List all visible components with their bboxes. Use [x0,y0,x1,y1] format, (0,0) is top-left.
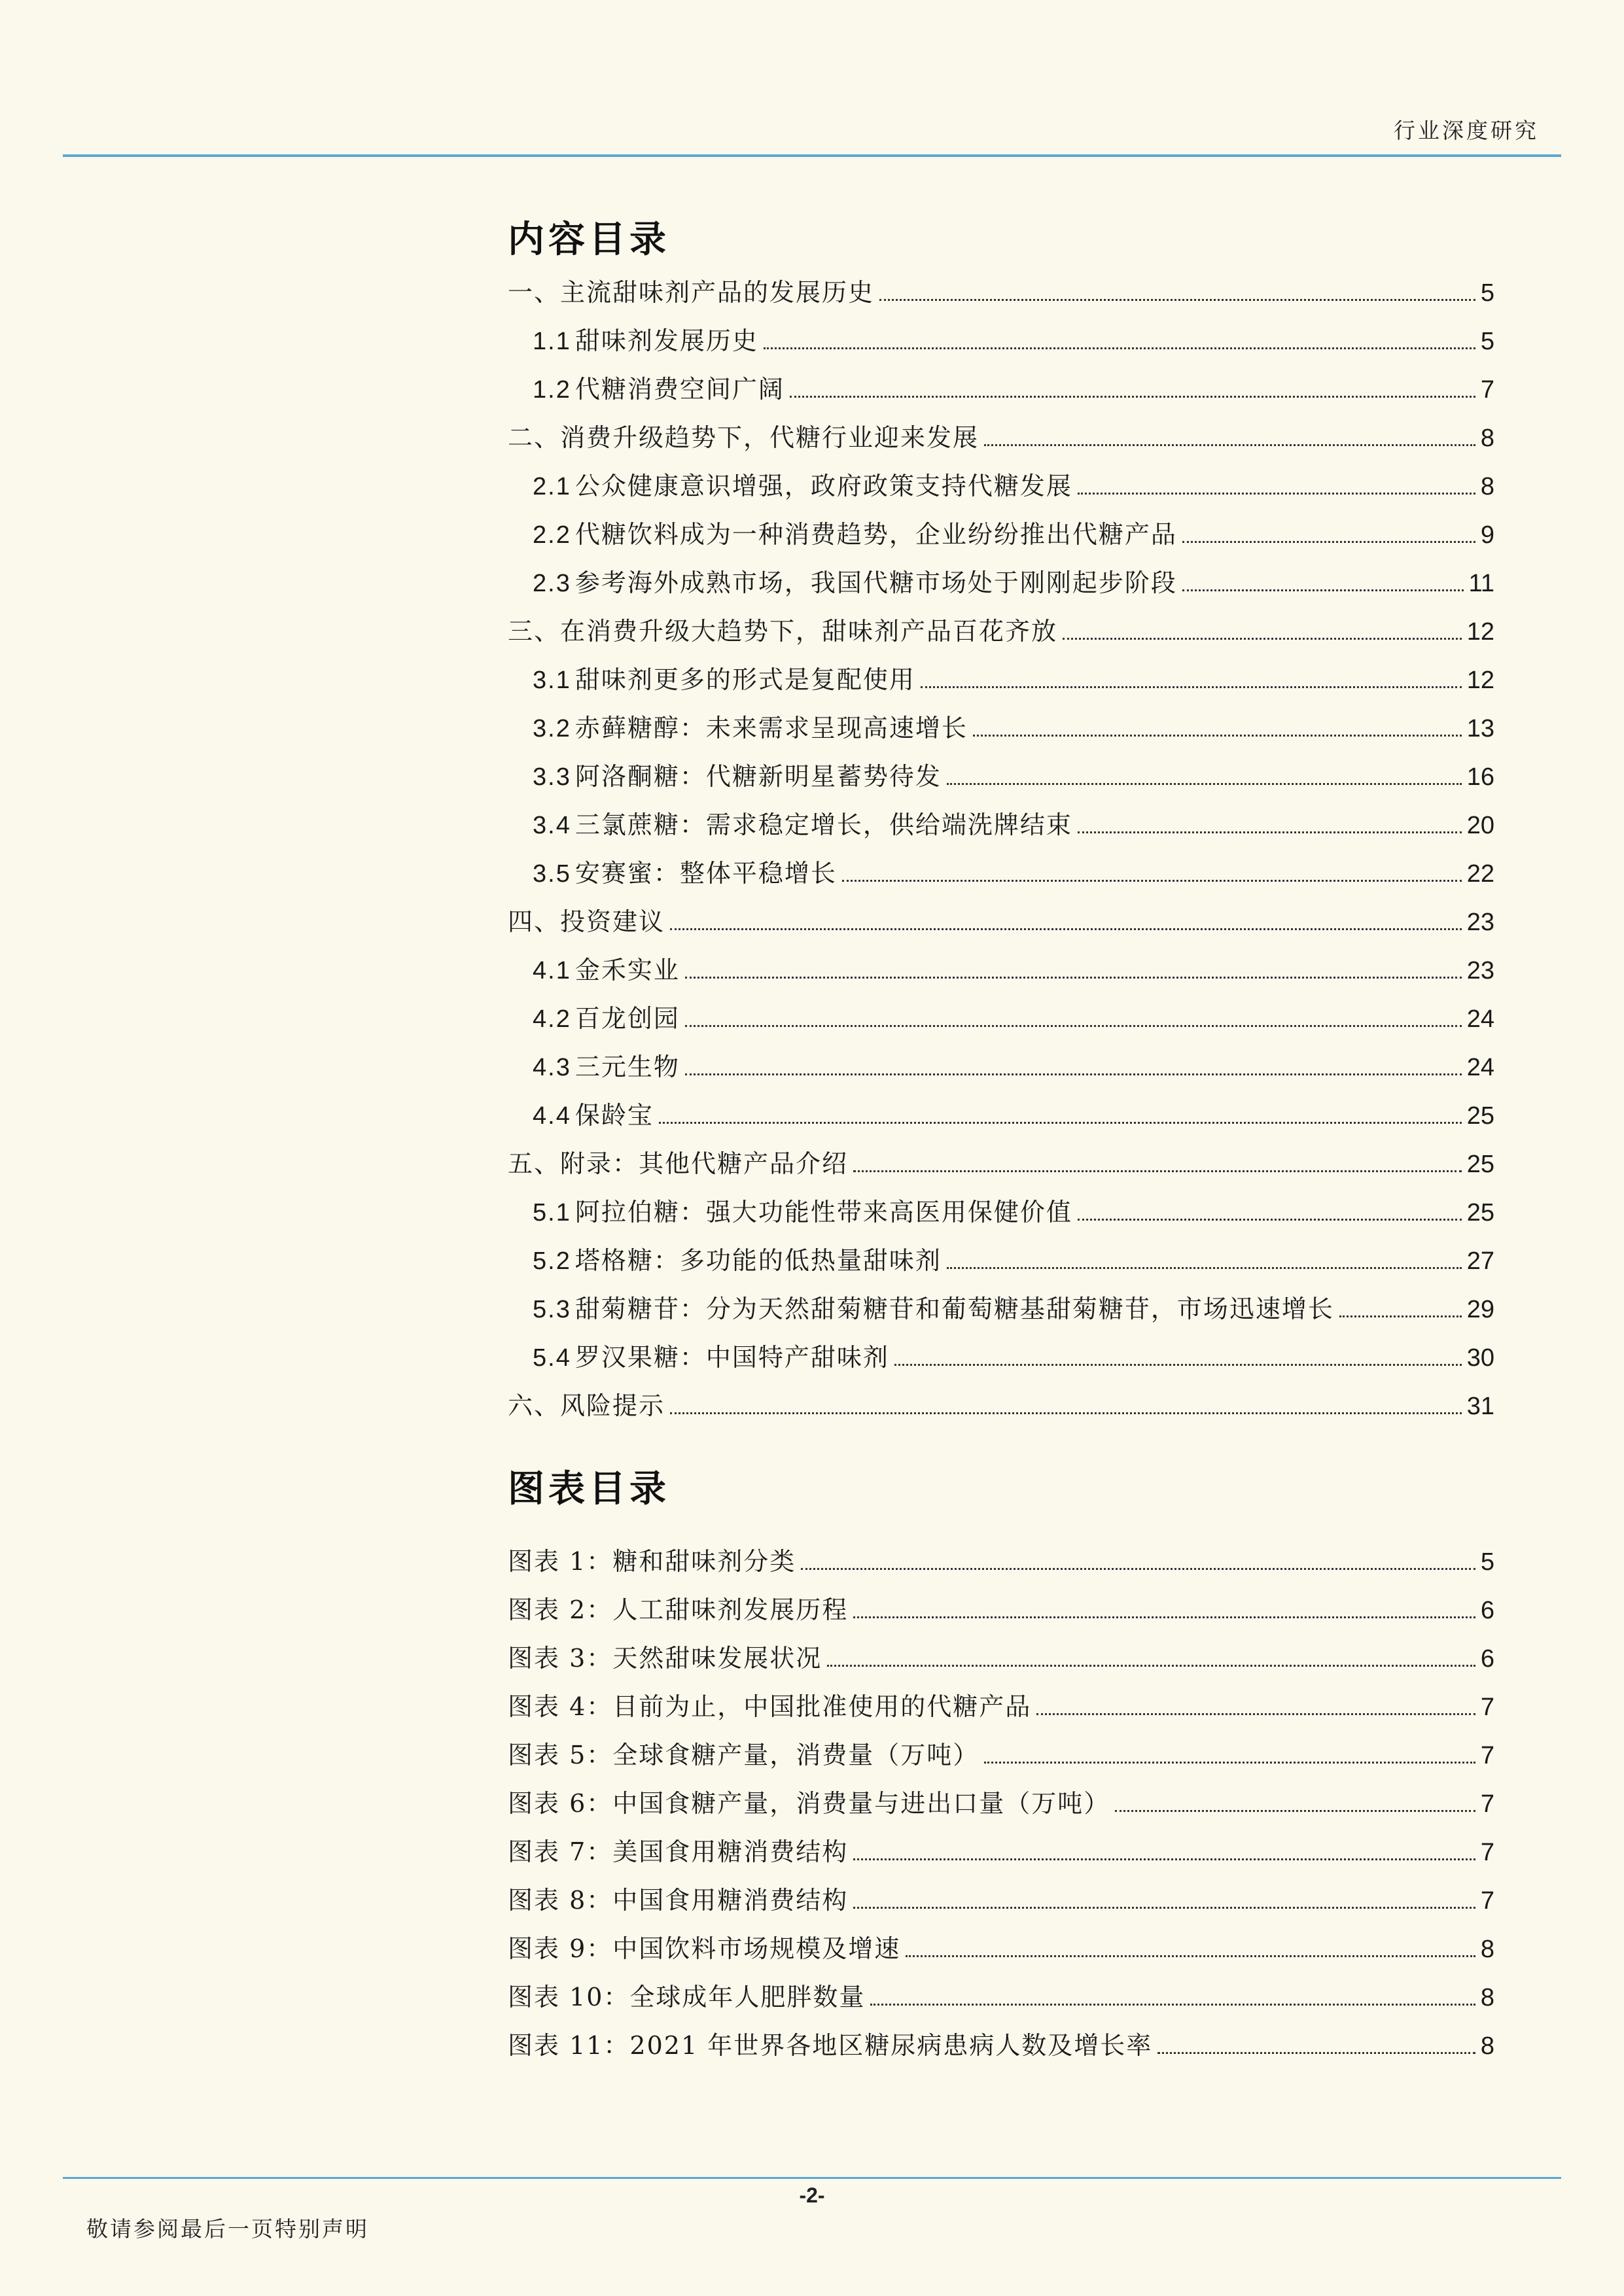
page-number: -2- [799,2183,825,2207]
dot-leader [1078,493,1475,495]
toc-entry-title: 图表 3：天然甜味发展状况 [508,1644,822,1673]
toc-entry-title: 塔格糖：多功能的低热量甜味剂 [574,1246,942,1275]
figure-entry[interactable] [508,1832,1494,1880]
toc-entry-title: 赤藓糖醇：未来需求呈现高速增长 [574,714,968,742]
dot-leader [947,783,1462,785]
toc-entry-page: 23 [1466,957,1494,984]
toc-entry-number: 5.3 [533,1296,571,1323]
toc-entry-title: 图表 5：全球食糖产量，消费量（万吨） [508,1741,980,1769]
toc-entry-title: 甜菊糖苷：分为天然甜菊糖苷和葡萄糖基甜菊糖苷，市场迅速增长 [574,1295,1334,1323]
footer-divider [63,2177,1561,2179]
toc-entry-number: 5.2 [533,1247,571,1275]
toc-entry-page: 6 [1480,1645,1494,1673]
toc-entry-title: 图表 6：中国食糖产量，消费量与进出口量（万吨） [508,1789,1110,1818]
toc-entry-title: 一、主流甜味剂产品的发展历史 [508,278,875,307]
dot-leader [894,1364,1462,1366]
figure-entry[interactable] [508,1686,1494,1735]
contents-entry[interactable] [508,950,1494,998]
figure-entry[interactable] [508,1977,1494,2025]
figure-entry[interactable] [508,1783,1494,1832]
toc-entry-page: 8 [1480,473,1494,500]
header-divider [63,154,1561,157]
toc-entry-number: 4.3 [533,1054,571,1081]
dot-leader [984,1762,1475,1764]
toc-entry-page: 9 [1480,521,1494,549]
contents-entry[interactable] [508,321,1494,369]
toc-entry-page: 29 [1466,1296,1494,1323]
toc-entry-title: 甜味剂发展历史 [574,326,758,355]
dot-leader [670,928,1462,930]
dot-leader [1078,831,1462,833]
toc-entry-page: 5 [1480,279,1494,307]
toc-entry-page: 16 [1466,763,1494,791]
report-type-label: 行业深度研究 [1394,118,1539,143]
dot-leader [853,1170,1462,1172]
toc-entry-title: 四、投资建议 [508,907,665,936]
contents-entry[interactable] [508,563,1494,611]
toc-entry-number: 2.2 [533,521,571,549]
figure-entry[interactable] [508,1638,1494,1686]
toc-entry-title: 三元生物 [574,1052,680,1081]
toc-entry-title: 图表 2：人工甜味剂发展历程 [508,1595,849,1624]
toc-entry-title: 二、消费升级趋势下，代糖行业迎来发展 [508,423,980,452]
toc-entry-number: 5.4 [533,1344,571,1372]
toc-entry-page: 6 [1480,1597,1494,1624]
toc-entry-title: 代糖饮料成为一种消费趋势，企业纷纷推出代糖产品 [574,520,1177,549]
toc-entry-page: 23 [1466,909,1494,936]
toc-entry-number: 2.3 [533,570,571,597]
dot-leader [1182,541,1475,543]
dot-leader [906,1955,1475,1957]
dot-leader [947,1267,1462,1269]
toc-entry-page: 7 [1480,1887,1494,1915]
toc-entry-page: 25 [1466,1102,1494,1130]
contents-entry[interactable] [508,272,1494,321]
contents-entry[interactable] [508,1289,1494,1337]
toc-entry-page: 31 [1466,1393,1494,1420]
toc-entry-number: 3.1 [533,667,571,694]
toc-entry-number: 2.1 [533,473,571,500]
toc-entry-number: 5.1 [533,1199,571,1226]
dot-leader [764,347,1475,349]
contents-entry[interactable] [508,1192,1494,1240]
dot-leader [670,1412,1462,1414]
toc-entry-number: 1.2 [533,376,571,404]
contents-entry[interactable] [508,1385,1494,1434]
contents-entry[interactable] [508,805,1494,853]
dot-leader [1036,1713,1475,1715]
toc-entry-number: 3.3 [533,763,571,791]
contents-entry[interactable] [508,417,1494,466]
dot-leader [1115,1810,1475,1812]
toc-entry-page: 25 [1466,1199,1494,1226]
figure-entry[interactable] [508,1928,1494,1977]
figure-entry[interactable] [508,1880,1494,1928]
toc-entry-title: 三、在消费升级大趋势下，甜味剂产品百花齐放 [508,617,1058,646]
dot-leader [973,735,1462,737]
dot-leader [853,1858,1475,1860]
toc-entry-title: 罗汉果糖：中国特产甜味剂 [574,1343,889,1372]
contents-entry[interactable] [508,514,1494,563]
contents-entry[interactable] [508,1143,1494,1192]
toc-entry-title: 图表 8：中国食用糖消费结构 [508,1886,849,1915]
disclaimer-note: 敬请参阅最后一页特别声明 [86,2216,369,2242]
contents-entry[interactable] [508,998,1494,1047]
dot-leader [659,1122,1462,1124]
dot-leader [790,396,1475,398]
dot-leader [921,686,1462,688]
toc-entry-number: 1.1 [533,328,571,355]
toc-entry-page: 8 [1480,425,1494,452]
contents-entry[interactable] [508,659,1494,708]
toc-entry-number: 3.2 [533,715,571,742]
figure-entry[interactable] [508,1541,1494,1590]
figures-title: 图表目录 [508,1467,670,1510]
toc-entry-number: 3.5 [533,860,571,888]
figure-entry[interactable] [508,1735,1494,1783]
contents-entry[interactable] [508,756,1494,805]
contents-title: 内容目录 [508,218,670,261]
toc-entry-page: 7 [1480,1790,1494,1818]
toc-entry-page: 22 [1466,860,1494,888]
dot-leader [1339,1315,1462,1317]
contents-entry[interactable] [508,708,1494,756]
toc-entry-title: 图表 9：中国饮料市场规模及增速 [508,1934,901,1963]
dot-leader [801,1568,1475,1570]
contents-entry[interactable] [508,369,1494,417]
dot-leader [1182,589,1464,591]
toc-entry-number: 4.1 [533,957,571,984]
toc-entry-title: 三氯蔗糖：需求稳定增长，供给端洗牌结束 [574,810,1072,839]
dot-leader [685,1025,1462,1027]
toc-entry-title: 六、风险提示 [508,1391,665,1420]
dot-leader [1157,2052,1475,2054]
toc-entry-page: 7 [1480,1694,1494,1721]
dot-leader [827,1665,1475,1667]
toc-entry-number: 3.4 [533,812,571,839]
toc-entry-page: 5 [1480,328,1494,355]
toc-entry-title: 图表 4：目前为止，中国批准使用的代糖产品 [508,1692,1032,1721]
toc-entry-page: 8 [1480,1936,1494,1963]
dot-leader [879,299,1475,301]
toc-entry-title: 阿洛酮糖：代糖新明星蓄势待发 [574,762,942,791]
toc-entry-title: 金禾实业 [574,956,680,984]
contents-entry[interactable] [508,1095,1494,1143]
contents-list [508,272,1494,1434]
dot-leader [853,1907,1475,1909]
contents-entry[interactable] [508,853,1494,901]
dot-leader [685,1073,1462,1075]
toc-entry-page: 7 [1480,1839,1494,1866]
contents-entry[interactable] [508,1047,1494,1095]
dot-leader [1063,638,1462,640]
dot-leader [842,880,1462,882]
dot-leader [1078,1219,1462,1221]
toc-entry-page: 25 [1466,1151,1494,1178]
toc-entry-page: 7 [1480,1742,1494,1769]
dot-leader [685,977,1462,979]
toc-entry-title: 阿拉伯糖：强大功能性带来高医用保健价值 [574,1198,1072,1226]
toc-entry-page: 12 [1466,618,1494,646]
figure-entry[interactable] [508,2025,1494,2074]
toc-entry-title: 图表 7：美国食用糖消费结构 [508,1837,849,1866]
dot-leader [870,2004,1475,2006]
toc-entry-title: 图表 11：2021 年世界各地区糖尿病患病人数及增长率 [508,2031,1153,2060]
toc-entry-page: 24 [1466,1005,1494,1033]
dot-leader [853,1616,1475,1618]
toc-entry-title: 五、附录：其他代糖产品介绍 [508,1149,849,1178]
figures-list [508,1541,1494,2074]
toc-entry-number: 4.2 [533,1005,571,1033]
toc-entry-page: 11 [1468,570,1494,597]
contents-entry[interactable] [508,1337,1494,1385]
figure-entry[interactable] [508,1590,1494,1638]
toc-entry-page: 24 [1466,1054,1494,1081]
toc-entry-title: 参考海外成熟市场，我国代糖市场处于刚刚起步阶段 [574,568,1177,597]
toc-entry-title: 公众健康意识增强，政府政策支持代糖发展 [574,472,1072,500]
dot-leader [984,444,1475,446]
contents-entry[interactable] [508,1240,1494,1289]
toc-entry-title: 图表 10：全球成年人肥胖数量 [508,1983,866,2011]
contents-entry[interactable] [508,901,1494,950]
toc-entry-title: 安赛蜜：整体平稳增长 [574,859,837,888]
contents-entry[interactable] [508,466,1494,514]
toc-entry-title: 代糖消费空间广阔 [574,375,785,404]
toc-entry-page: 30 [1466,1344,1494,1372]
toc-entry-page: 27 [1466,1247,1494,1275]
toc-entry-number: 4.4 [533,1102,571,1130]
toc-entry-page: 5 [1480,1548,1494,1576]
toc-entry-page: 13 [1466,715,1494,742]
toc-entry-title: 百龙创园 [574,1004,680,1033]
toc-entry-page: 8 [1480,1984,1494,2011]
toc-entry-title: 图表 1：糖和甜味剂分类 [508,1547,796,1576]
toc-entry-page: 20 [1466,812,1494,839]
toc-entry-title: 甜味剂更多的形式是复配使用 [574,665,915,694]
toc-entry-page: 8 [1480,2032,1494,2060]
toc-entry-page: 12 [1466,667,1494,694]
contents-entry[interactable] [508,611,1494,659]
toc-entry-title: 保龄宝 [574,1101,654,1130]
toc-entry-page: 7 [1480,376,1494,404]
